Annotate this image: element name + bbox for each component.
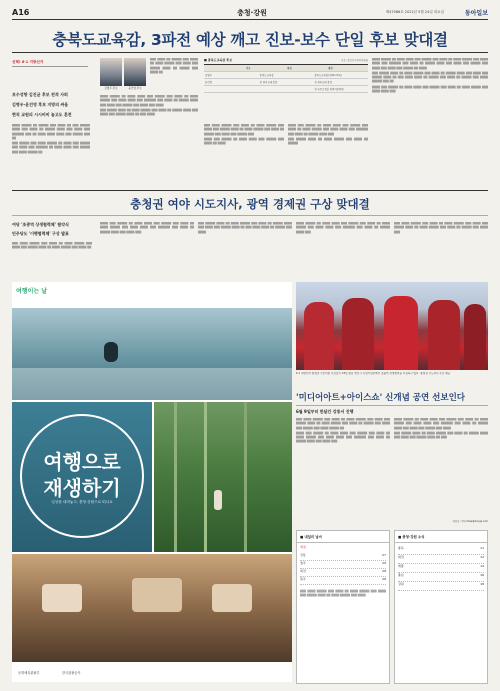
weather-row: 대전 28 — [300, 569, 386, 577]
table-shape — [42, 584, 82, 612]
table-row: 전 국무조정실 정책자문위원 — [204, 86, 368, 93]
person-figure — [428, 300, 460, 370]
second-body-col1: ▒▒▒ ▒▒▒▒ ▒▒▒▒▒ ▒▒▒ ▒▒▒▒ ▒▒ ▒▒▒▒ ▒▒▒▒▒ ▒▒▒ ▒▒▒▒ ▒▒▒ ▒▒▒▒▒ ▒▒▒▒ ▒▒ ▒▒▒▒ ▒▒▒▒▒ ▒▒▒ ▒▒▒▒ ▒▒ — [12, 242, 92, 250]
weather-title: ■ 내일의 날씨 — [297, 531, 389, 543]
second-body-col2: ▒▒▒▒ ▒▒▒ ▒▒▒▒▒ ▒▒ ▒▒▒▒ ▒▒▒▒ ▒▒▒ ▒▒▒▒▒ ▒▒▒ ▒▒▒▒ ▒▒ ▒▒▒▒ ▒▒▒▒▒ ▒▒▒ ▒▒▒▒ ▒▒▒▒ ▒▒▒ ▒▒▒▒▒▒ ▒▒▒ ▒▒▒▒ ▒▒ ▒▒▒▒▒ ▒▒▒▒ ▒▒▒ ▒▒▒▒ ▒▒▒ — [100, 222, 194, 234]
headline-rule — [12, 52, 488, 53]
third-byline: 이인모 기자 imlee@donga.com — [452, 520, 488, 523]
wave — [12, 368, 292, 400]
subhead-3: 현직 교원의 시시비비 놓고도 혼전 — [12, 112, 72, 117]
weather-label: 세평 — [300, 545, 306, 549]
list-item[interactable]: 충남 16 — [398, 573, 484, 582]
candidate-name-2: 윤건영 후보 — [128, 87, 142, 90]
tourism-ad — [12, 282, 292, 682]
list-item[interactable]: 충북 11 — [398, 546, 484, 555]
weather-body: ▒▒▒ ▒▒▒▒ ▒▒▒▒▒ ▒▒▒ ▒▒▒▒ ▒▒ ▒▒▒▒ ▒▒▒▒▒ ▒▒▒ ▒▒▒▒ ▒▒▒ ▒▒▒▒▒ ▒▒▒▒ ▒▒ ▒▒▒▒ ▒▒▒▒▒ ▒▒▒ ▒▒▒▒ — [300, 590, 386, 598]
ad-cafe-photo — [12, 554, 292, 662]
top-story-body-col1: ▒▒▒▒ ▒▒▒▒▒ ▒▒ ▒▒▒▒▒ ▒▒▒ ▒▒▒▒ ▒▒ ▒▒▒ ▒▒▒▒▒ ▒▒▒▒ ▒▒▒ ▒▒▒▒ ▒▒ ▒▒▒▒▒ ▒▒▒▒ ▒▒▒ ▒▒▒▒ ▒▒▒ ▒▒▒▒▒▒ ▒▒▒ ▒▒ ▒▒▒▒ ▒▒▒▒ ▒▒▒▒ ▒▒▒ ▒▒▒▒▒ ▒▒▒ ▒▒ ▒▒▒ ▒▒▒▒▒ ▒▒▒ ▒▒▒▒ ▒▒▒▒▒ ▒▒ ▒▒▒▒ ▒▒▒ ▒▒▒▒▒ ▒▒▒ ▒▒▒▒ ▒▒▒ ▒▒▒▒▒▒ ▒▒ ▒▒▒▒ ▒▒▒▒ ▒▒▒ ▒▒▒▒▒ ▒▒▒ ▒▒▒▒ ▒▒▒▒▒ ▒▒ — [12, 124, 90, 154]
bamboo-stalk — [244, 402, 247, 552]
ad-surf-photo — [12, 308, 292, 400]
second-body-col5: ▒▒▒ ▒▒▒▒ ▒▒▒▒▒ ▒▒▒ ▒▒▒▒ ▒▒ ▒▒▒▒ ▒▒▒▒▒ ▒▒▒ ▒▒▒▒ ▒▒▒ ▒▒▒▒▒ ▒▒▒▒ ▒▒ ▒▒▒▒ ▒▒▒▒▒ ▒▒▒ ▒▒▒▒ ▒▒ ▒▒▒▒▒ ▒▒▒ ▒▒▒▒ ▒▒▒ — [394, 222, 488, 234]
third-body-col1: ▒▒▒ ▒▒▒▒ ▒▒▒▒▒ ▒▒▒ ▒▒▒▒ ▒▒ ▒▒▒▒ ▒▒▒▒▒ ▒▒▒ ▒▒▒▒ ▒▒▒ ▒▒▒▒▒ ▒▒▒▒ ▒▒ ▒▒▒▒ ▒▒▒▒▒ ▒▒▒ ▒▒▒▒ ▒▒ ▒▒▒▒▒ ▒▒▒ ▒▒▒▒ ▒▒▒ ▒▒▒▒▒ ▒▒▒ ▒▒▒▒ ▒▒▒▒▒ ▒▒ ▒▒▒▒ ▒▒▒ ▒▒▒▒▒ ▒▒ ▒▒▒▒ ▒▒▒▒ ▒▒▒ ▒▒▒▒▒ ▒▒▒ ▒▒▒▒ ▒▒ ▒▒▒▒ ▒▒▒▒▒ ▒▒▒ ▒▒▒▒ ▒▒▒▒ ▒▒▒ ▒▒▒▒▒▒ ▒▒▒ ▒▒▒▒ ▒▒ ▒▒▒▒▒ ▒▒▒▒ ▒▒▒ ▒▒▒▒ ▒▒▒ — [296, 418, 390, 444]
newspaper-logo: 동아일보 — [464, 10, 488, 17]
weather-row: 강릉 27 — [300, 553, 386, 561]
second-body-col3: ▒▒▒ ▒▒▒▒▒ ▒▒▒▒ ▒▒ ▒▒▒▒ ▒▒▒▒▒ ▒▒▒ ▒▒▒▒ ▒▒ ▒▒▒▒▒ ▒▒▒▒ ▒▒▒ ▒▒▒▒ ▒▒▒ ▒▒▒▒▒ ▒▒▒▒ ▒▒ ▒▒▒ ▒▒▒▒ ▒▒▒▒ ▒▒ ▒▒▒▒▒ ▒▒▒ ▒▒▒▒ — [198, 222, 292, 234]
person-figure — [384, 296, 418, 370]
table-row: 윤건영 전 청주교대 총장 전 청주교대 총장 — [204, 79, 368, 86]
subhead-2: 김병우-윤건영 후보 지방의 싸움 — [12, 102, 69, 107]
date-line: 제47086호 2022년 5월 24일 화요일 — [385, 10, 444, 14]
ad-headline-2: 재생하기 — [43, 476, 121, 500]
third-headline: '미디어아트+아이스쇼' 신개념 공연 선보인다 — [296, 393, 466, 403]
person-figure — [342, 298, 374, 370]
top-story-body-col3: ▒▒▒ ▒▒▒▒ ▒▒▒▒▒ ▒▒▒ ▒▒▒▒ ▒▒ ▒▒▒▒ ▒▒▒▒▒ ▒▒▒ ▒▒▒▒ ▒▒▒ ▒▒▒▒▒ ▒▒▒▒ ▒▒ ▒▒▒▒ ▒▒▒▒▒ ▒▒▒ ▒▒▒▒ ▒▒ ▒▒▒▒▒ ▒▒▒ ▒▒▒▒ ▒▒▒ ▒▒▒▒▒ ▒▒▒ ▒▒▒▒ ▒▒▒ ▒▒▒▒▒ ▒▒ ▒▒▒▒ ▒▒▒▒ ▒▒▒ ▒▒▒▒▒ ▒▒▒ ▒▒▒▒ ▒▒ ▒▒▒▒ — [204, 124, 284, 146]
candidate-table — [204, 58, 368, 120]
group-photo-caption: 6·1 지방선거 충청권 국민의힘 후보들이 23일 충남 천안시 독립기념관에서 초광역 상생협력을 다짐하고 있다. 충청권 시도지사 후보 제공 — [296, 372, 451, 375]
list-item[interactable]: 세종 14 — [398, 564, 484, 573]
table-shape — [132, 578, 182, 612]
table-shape — [212, 584, 252, 612]
weather-box — [296, 530, 390, 684]
top-story-body-col4: ▒▒▒▒ ▒▒▒ ▒▒▒▒▒ ▒▒ ▒▒▒▒ ▒▒▒▒ ▒▒▒ ▒▒▒▒▒ ▒▒▒ ▒▒▒▒ ▒▒ ▒▒▒▒ ▒▒▒▒▒ ▒▒▒ ▒▒▒▒ ▒▒▒▒ ▒▒▒ ▒▒▒▒▒▒ ▒▒▒ ▒▒▒▒ ▒▒ ▒▒▒▒▒ ▒▒▒▒ ▒▒▒ ▒▒▒ ▒▒▒▒▒ ▒▒▒▒ ▒▒ ▒▒▒▒ ▒▒▒▒▒ ▒▒▒ ▒▒▒▒ ▒▒ ▒▒▒▒▒ — [288, 124, 368, 146]
news-list-box — [394, 530, 488, 684]
weather-row: 원주 26 — [300, 577, 386, 585]
third-rule — [296, 405, 488, 406]
table-row: 김병우 충북도교육감 충북도교육감(제16·17대) — [204, 72, 368, 79]
person-figure — [304, 302, 334, 370]
news-list-title: ■ 충청·강원 소식 — [395, 531, 487, 543]
top-story-body-col2: ▒▒▒▒ ▒▒▒▒▒ ▒▒ ▒▒▒▒ ▒▒▒▒ ▒▒▒ ▒▒▒▒▒ ▒▒▒ ▒▒▒▒ ▒▒ ▒▒▒▒ ▒▒▒▒▒ ▒▒▒ ▒▒▒▒ ▒▒▒▒ ▒▒▒ ▒▒▒▒▒▒ ▒▒▒ ▒▒▒▒ ▒▒ ▒▒▒▒▒ ▒▒▒▒ ▒▒▒ ▒▒▒▒ ▒▒▒ ▒▒▒▒▒ ▒▒▒ ▒▒▒▒ ▒▒▒ ▒▒▒▒ ▒▒▒ ▒▒▒▒▒ ▒▒▒▒ ▒▒ ▒▒▒▒ ▒▒▒▒▒ ▒▒▒ ▒▒▒▒ ▒▒ ▒▒▒▒▒ ▒▒▒▒ ▒▒▒ ▒▒▒▒ ▒▒▒ ▒▒▒▒▒ ▒▒▒▒ ▒▒ ▒▒▒ ▒▒▒▒ — [100, 95, 198, 117]
candidate-name-1: 김병우 후보 — [104, 87, 118, 90]
kicker: 선택! 6·1 지방선거 — [12, 58, 88, 67]
bamboo-stalk — [174, 402, 177, 552]
second-body-col4: ▒▒▒▒ ▒▒▒▒▒ ▒▒ ▒▒▒▒ ▒▒▒▒ ▒▒▒ ▒▒▒▒▒ ▒▒▒ ▒▒▒▒ ▒▒ ▒▒▒▒ ▒▒▒▒▒ ▒▒▒ ▒▒▒▒ ▒▒▒▒ ▒▒▒ ▒▒▒▒▒▒ ▒▒▒ ▒▒▒▒ ▒▒ ▒▒▒▒▒ ▒▒▒▒ ▒▒▒ — [296, 222, 390, 234]
list-item[interactable]: 강원 18 — [398, 582, 484, 591]
second-subhead-1: 여당 '초광역 상생협력체' 협약식 — [12, 222, 69, 227]
second-headline: 충청권 여야 시도지사, 광역 경제권 구상 맞대결 — [130, 197, 370, 211]
table-note: 자료: 중앙선거관리위원회 — [341, 59, 368, 62]
ad-header — [12, 282, 292, 308]
third-subhead: 6월 9일부터 한달간 강릉서 진행 — [296, 409, 354, 414]
top-story-body-col5: ▒▒▒▒ ▒▒▒▒▒ ▒▒ ▒▒▒▒ ▒▒▒▒ ▒▒▒ ▒▒▒▒▒ ▒▒▒ ▒▒▒▒ ▒▒ ▒▒▒▒ ▒▒▒▒▒ ▒▒▒ ▒▒▒▒ ▒▒▒▒ ▒▒▒ ▒▒▒▒▒▒ ▒▒▒ ▒▒▒▒ ▒▒ ▒▒▒▒▒ ▒▒▒▒ ▒▒▒ ▒▒▒▒ ▒▒▒ ▒▒▒▒▒ ▒▒▒ ▒▒▒▒ ▒▒▒ ▒▒▒▒ ▒▒▒ ▒▒▒▒▒ ▒▒ ▒▒▒▒ ▒▒▒ ▒▒▒▒▒ ▒▒▒▒ ▒▒ ▒▒▒▒ ▒▒▒▒▒ ▒▒▒ ▒▒▒▒ ▒▒ ▒▒▒▒▒ ▒▒▒▒ ▒▒▒ ▒▒▒▒ ▒▒▒ ▒▒▒▒▒ ▒▒▒▒ ▒▒ ▒▒▒ ▒▒▒▒ ▒▒▒▒ ▒▒ ▒▒▒▒▒ ▒▒▒ ▒▒▒▒ ▒▒ ▒▒▒▒▒ ▒▒▒ ▒▒▒▒ ▒▒▒▒▒ ▒▒▒ ▒▒ ▒▒▒▒ ▒▒▒ ▒▒▒▒▒ ▒▒ ▒▒▒▒ ▒▒▒▒ ▒▒▒ ▒▒▒▒▒ ▒▒▒ ▒▒▒▒ ▒▒ ▒▒▒▒ ▒▒▒▒▒ ▒▒▒ ▒▒▒▒ ▒▒▒▒ ▒▒▒ — [372, 58, 488, 94]
ad-bamboo-photo — [154, 402, 292, 552]
second-rule — [12, 215, 488, 216]
sponsor-1: 문화체육관광부 — [18, 671, 40, 675]
ad-subline: 일상을 내려놓고, 충청·강원으로 떠나요 — [51, 500, 113, 504]
person-figure — [214, 490, 222, 510]
candidate-photo-1 — [100, 58, 122, 86]
ad-sponsors — [12, 664, 292, 682]
list-item[interactable]: 대전 12 — [398, 555, 484, 564]
surfer-figure — [104, 342, 118, 362]
ad-headline-1: 여행으로 — [43, 450, 121, 474]
weather-row: 청주 29 — [300, 561, 386, 569]
candidates-group-photo — [296, 282, 488, 370]
person-figure — [464, 304, 486, 370]
sponsor-2: 한국관광공사 — [62, 671, 81, 675]
section-title: 충청·강원 — [237, 9, 267, 17]
page-header — [12, 6, 488, 20]
subhead-1: 보수성향 김진균 후보 전격 사퇴 — [12, 92, 68, 97]
third-body-col2: ▒▒▒▒ ▒▒▒▒▒ ▒▒ ▒▒▒▒ ▒▒▒▒ ▒▒▒ ▒▒▒▒▒ ▒▒▒ ▒▒▒▒ ▒▒ ▒▒▒▒ ▒▒▒▒▒ ▒▒▒ ▒▒▒▒ ▒▒▒▒ ▒▒▒ ▒▒▒▒▒▒ ▒▒▒ ▒▒▒▒ ▒▒ ▒▒▒▒▒ ▒▒▒▒ ▒▒▒ ▒▒▒▒ ▒▒▒ ▒▒▒▒▒ ▒▒▒ ▒▒▒▒ ▒▒▒ ▒▒▒▒▒ ▒▒▒▒ ▒▒ ▒▒▒▒ ▒▒▒▒▒ ▒▒▒ ▒▒▒▒ ▒▒ ▒▒▒▒▒ ▒▒▒▒ ▒▒▒ ▒▒▒▒ ▒▒▒ ▒▒▒▒▒ ▒▒▒▒ ▒▒ ▒▒▒ — [394, 418, 488, 440]
table-header-row: 기호 직업 경력 — [204, 65, 368, 72]
page-number: A16 — [12, 8, 30, 17]
top-story-body-col2a: ▒▒▒ ▒▒▒▒ ▒▒ ▒▒▒▒▒ ▒▒▒ ▒▒▒▒ ▒▒ ▒▒▒▒ ▒▒▒▒▒ ▒▒▒ ▒▒▒▒ ▒▒▒ ▒▒▒▒▒ ▒▒▒▒ ▒▒ ▒▒▒▒▒ ▒▒▒ ▒▒▒▒ ▒▒ — [150, 58, 198, 74]
section-divider — [12, 190, 488, 191]
ad-brand: 여행이는 날 — [16, 288, 48, 295]
bamboo-stalk — [204, 402, 207, 552]
second-subhead-2: 민주당도 '이행협력체' 구상 발표 — [12, 231, 69, 236]
top-headline: 충북도교육감, 3파전 예상 깨고 진보-보수 단일 후보 맞대결 — [52, 31, 448, 48]
table-title: ■ 충북도교육감 후보 — [204, 58, 233, 62]
candidate-photo-2 — [124, 58, 146, 86]
ad-blue-panel — [12, 402, 152, 552]
